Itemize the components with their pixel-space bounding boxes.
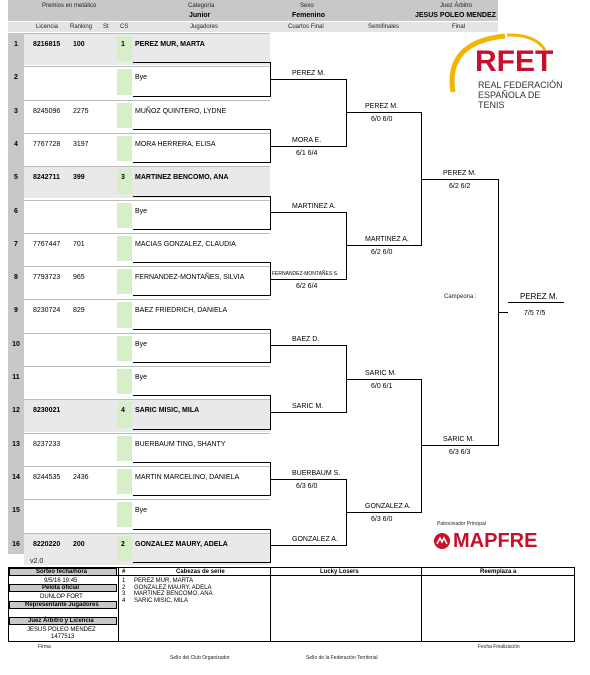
seed-name: PEREZ MUR, MARTA — [134, 578, 194, 584]
sorteo-value: 9/5/16 19:45 — [44, 578, 78, 584]
draw-position: 12 — [12, 407, 20, 415]
player-ranking: 100 — [73, 41, 85, 48]
sf-line — [346, 112, 422, 113]
player-name: Bye — [135, 507, 148, 515]
sello-fed-label: Sello de la Federación Territorial — [306, 655, 378, 661]
player-name: MACIAS GONZALEZ, CLAUDIA — [135, 240, 236, 248]
cs-cell — [117, 236, 132, 261]
player-ranking: 200 — [73, 540, 85, 548]
juez-name: JESUS POLEO MENDEZ — [27, 627, 96, 633]
qf-score: 6/1 6/4 — [296, 149, 318, 157]
final-winner: PEREZ M. — [443, 169, 477, 177]
player-licencia: 8220220 — [33, 540, 61, 548]
player-line — [133, 196, 270, 197]
row-separator — [24, 66, 270, 67]
player-line — [133, 562, 270, 563]
cs-cell — [117, 336, 132, 361]
row-separator — [24, 299, 270, 300]
sf-score: 6/0 6/1 — [371, 382, 393, 390]
final-score: 6/2 6/2 — [449, 182, 471, 190]
player-ranking: 2275 — [73, 107, 89, 115]
row-separator — [24, 533, 270, 534]
champion-label: Campeona : — [444, 294, 477, 300]
player-ranking: 2436 — [73, 473, 89, 481]
sf-line — [346, 379, 422, 380]
player-name: MARTINEZ BENCOMO, ANA — [135, 174, 229, 182]
player-licencia: 8230021 — [33, 407, 61, 415]
reemplaza-label: Reemplaza a — [480, 569, 517, 575]
seed-number: 3 — [122, 591, 126, 597]
player-name: FERNANDEZ-MONTAÑES, SILVIA — [135, 274, 245, 282]
seed-row-bg — [24, 534, 270, 565]
draw-position: 9 — [14, 307, 18, 315]
sf-winner: PEREZ M. — [365, 103, 399, 111]
seed-row-bg — [24, 167, 270, 198]
player-name: BUERBAUM TING, SHANTY — [135, 440, 226, 448]
header-juez: Juez Árbitro — [440, 3, 473, 9]
cs-cell — [117, 469, 132, 494]
player-name: PEREZ MUR, MARTA — [135, 41, 205, 48]
mapfre-emblem-icon — [433, 532, 451, 550]
seed-name: MARTINEZ BENCOMO, ANA — [134, 591, 213, 597]
row-separator — [24, 366, 270, 367]
player-line — [133, 96, 270, 97]
qf-line — [270, 212, 347, 213]
player-name: MUÑOZ QUINTERO, LYDNE — [135, 107, 227, 115]
col-jugadores: Jugadores — [190, 24, 219, 30]
footer-divider-1 — [118, 567, 119, 642]
player-seed: 2 — [121, 540, 125, 548]
row-separator — [24, 233, 270, 234]
seed-number: 4 — [122, 597, 126, 604]
player-ranking: 701 — [73, 240, 85, 248]
col-licencia: Licencia — [36, 24, 59, 30]
champion-name: PEREZ M. — [520, 292, 558, 301]
row-separator — [24, 399, 270, 400]
header-premios: Premios en metálico — [42, 3, 97, 9]
col-semis: Semifinales — [368, 24, 400, 30]
juez-label: Juez Árbitro y Licencia — [28, 618, 94, 624]
qf-line — [270, 79, 347, 80]
sf-score: 6/0 6/0 — [371, 116, 393, 124]
qf-winner: BAEZ D. — [292, 336, 320, 344]
player-ranking: 829 — [73, 307, 85, 315]
cs-cell — [117, 103, 132, 128]
player-line — [133, 329, 270, 330]
player-name: Bye — [135, 340, 148, 348]
seed-name: SARIC MISIC, MILA — [134, 597, 189, 604]
player-line — [133, 262, 270, 263]
seed-row-bg — [24, 34, 270, 65]
rfet-line1: REAL FEDERACIÓN — [478, 80, 563, 90]
player-seed: 1 — [121, 41, 125, 48]
sf-winner: GONZALEZ A. — [365, 502, 411, 510]
qf-line — [270, 279, 347, 280]
header-categoria: Categoría — [188, 3, 215, 9]
player-line — [133, 162, 270, 163]
seed-name: GONZALEZ MAURY, ADELA — [134, 584, 212, 591]
qf-score: 6/3 6/0 — [296, 482, 318, 490]
row-separator — [24, 133, 270, 134]
rfet-brand: RFET — [475, 45, 554, 78]
lucky-label: Lucky Losers — [320, 569, 359, 575]
mapfre-logo — [433, 530, 563, 552]
rfet-logo — [445, 32, 565, 110]
sf-score: 6/2 6/0 — [371, 249, 393, 257]
player-ranking: 399 — [73, 174, 85, 182]
qf-winner: PEREZ M. — [292, 69, 326, 77]
champion-score: 7/5 7/5 — [524, 310, 546, 317]
player-line — [133, 429, 270, 430]
draw-position: 10 — [12, 340, 20, 348]
version: v2.0 — [30, 558, 44, 565]
qf-line — [270, 479, 347, 480]
footer-divider-2 — [270, 567, 271, 642]
player-seed: 4 — [121, 407, 125, 415]
col-cs: CS — [120, 24, 129, 30]
player-ranking: 965 — [73, 274, 85, 282]
player-line — [133, 462, 270, 463]
cs-cell — [117, 269, 132, 294]
sf-line — [346, 512, 422, 513]
footer-divider-3 — [421, 567, 422, 642]
seeds-hash: # — [122, 569, 126, 575]
row-separator — [24, 499, 270, 500]
player-name: MARTIN MARCELINO, DANIELA — [135, 473, 240, 481]
player-name: BAEZ FRIEDRICH, DANIELA — [135, 307, 228, 315]
rfet-line2: ESPAÑOLA DE TENIS — [478, 90, 541, 110]
qf-line — [270, 545, 347, 546]
player-licencia: 8216815 — [33, 41, 61, 48]
draw-position: 7 — [14, 240, 18, 248]
player-ranking: 3197 — [73, 140, 89, 148]
cs-cell — [117, 136, 132, 161]
fecha-fin-label: Fecha Finalización — [478, 644, 520, 650]
seeds-label: Cabezas de serie — [176, 569, 225, 575]
cs-cell — [117, 436, 132, 461]
row-separator — [24, 100, 270, 101]
col-st: St — [103, 24, 109, 30]
row-separator — [24, 333, 270, 334]
player-licencia: 8230724 — [33, 307, 61, 315]
row-separator — [24, 466, 270, 467]
juez-lic: 1477513 — [51, 634, 75, 640]
sello-club-label: Sello del Club Organizador — [170, 655, 230, 661]
player-licencia: 8242711 — [33, 174, 60, 182]
cs-cell — [117, 369, 132, 394]
draw-position: 3 — [14, 107, 18, 115]
draw-position: 5 — [14, 174, 18, 182]
qf-winner: MARTINEZ A. — [292, 203, 336, 211]
player-seed: 3 — [121, 174, 125, 182]
row-separator — [24, 200, 270, 201]
seed-number: 2 — [122, 584, 126, 591]
player-line — [133, 529, 270, 530]
sf-winner: MARTINEZ A. — [365, 236, 409, 244]
qf-winner: FERNANDEZ-MONTAÑES S. — [272, 270, 339, 277]
pelota-value: DUNLOP FORT — [40, 594, 83, 600]
header-juez-value: JESUS POLEO MENDEZ — [415, 12, 496, 19]
player-name: Bye — [135, 207, 148, 215]
player-name: GONZALEZ MAURY, ADELA — [135, 540, 228, 548]
qf-winner: MORA E. — [292, 136, 322, 144]
draw-position: 11 — [12, 374, 20, 381]
player-licencia: 8237233 — [33, 440, 61, 448]
seed-number: 1 — [122, 578, 126, 584]
draw-position: 1 — [14, 41, 18, 48]
player-name: MORA HERRERA, ELISA — [135, 140, 216, 148]
sponsor-label: Patrocinador Principal — [437, 521, 486, 527]
sorteo-label: Sorteo fecha/hora — [36, 569, 88, 575]
qf-winner: BUERBAUM S. — [292, 469, 341, 477]
row-separator — [24, 266, 270, 267]
col-ranking: Ranking — [70, 24, 93, 30]
champion-stub — [498, 312, 508, 313]
player-line — [133, 395, 270, 396]
final-score: 6/3 6/3 — [449, 449, 471, 457]
draw-position: 2 — [14, 74, 18, 82]
draw-position: 4 — [14, 140, 18, 148]
row-separator — [24, 166, 270, 167]
cs-cell — [117, 203, 132, 228]
draw-position: 6 — [14, 207, 18, 215]
player-licencia: 7767728 — [33, 140, 61, 148]
final-line — [421, 445, 499, 446]
champion-line — [508, 302, 564, 303]
final-winner: SARIC M. — [443, 436, 475, 444]
player-licencia: 7767447 — [33, 240, 61, 248]
qf-line — [270, 146, 347, 147]
header-categoria-value: Junior — [189, 12, 211, 19]
row-separator — [24, 433, 270, 434]
draw-position: 15 — [12, 507, 20, 515]
qf-score: 6/2 6/4 — [296, 282, 318, 290]
col-final: Final — [452, 24, 466, 30]
player-line — [133, 362, 270, 363]
player-licencia: 7793723 — [33, 274, 61, 282]
rep-label: Representante Jugadores — [25, 602, 99, 608]
cs-cell — [117, 502, 132, 527]
col-cuartos: Cuartos Final — [288, 24, 324, 30]
header-sexo: Sexo — [300, 3, 314, 9]
sf-score: 6/3 6/0 — [371, 515, 393, 523]
final-line — [421, 179, 499, 180]
cs-cell — [117, 69, 132, 94]
player-line — [133, 129, 270, 130]
qf-winner: SARIC M. — [292, 402, 324, 410]
draw-position: 13 — [12, 440, 20, 448]
player-licencia: 8245096 — [33, 107, 61, 115]
mapfre-name: MAPFRE — [453, 530, 538, 552]
qf-winner: GONZALEZ A. — [292, 536, 338, 544]
pelota-label: Pelota oficial — [42, 585, 80, 591]
firma-label: Firma — [38, 644, 51, 650]
player-line — [133, 495, 270, 496]
player-line — [133, 229, 270, 230]
player-line — [133, 62, 270, 63]
player-line — [133, 295, 270, 296]
sf-winner: SARIC M. — [365, 369, 397, 377]
header-sexo-value: Femenino — [292, 12, 326, 19]
draw-position: 14 — [12, 473, 20, 481]
sf-line — [346, 245, 422, 246]
cs-cell — [117, 302, 132, 327]
player-name: SARIC MISIC, MILA — [135, 407, 200, 415]
player-licencia: 8244535 — [33, 473, 61, 481]
player-name: Bye — [135, 374, 148, 381]
draw-position: 16 — [12, 540, 20, 548]
player-name: Bye — [135, 74, 148, 82]
qf-line — [270, 412, 347, 413]
row-separator — [24, 33, 270, 34]
seed-row-bg — [24, 400, 270, 431]
draw-position: 8 — [14, 274, 18, 282]
qf-line — [270, 345, 347, 346]
